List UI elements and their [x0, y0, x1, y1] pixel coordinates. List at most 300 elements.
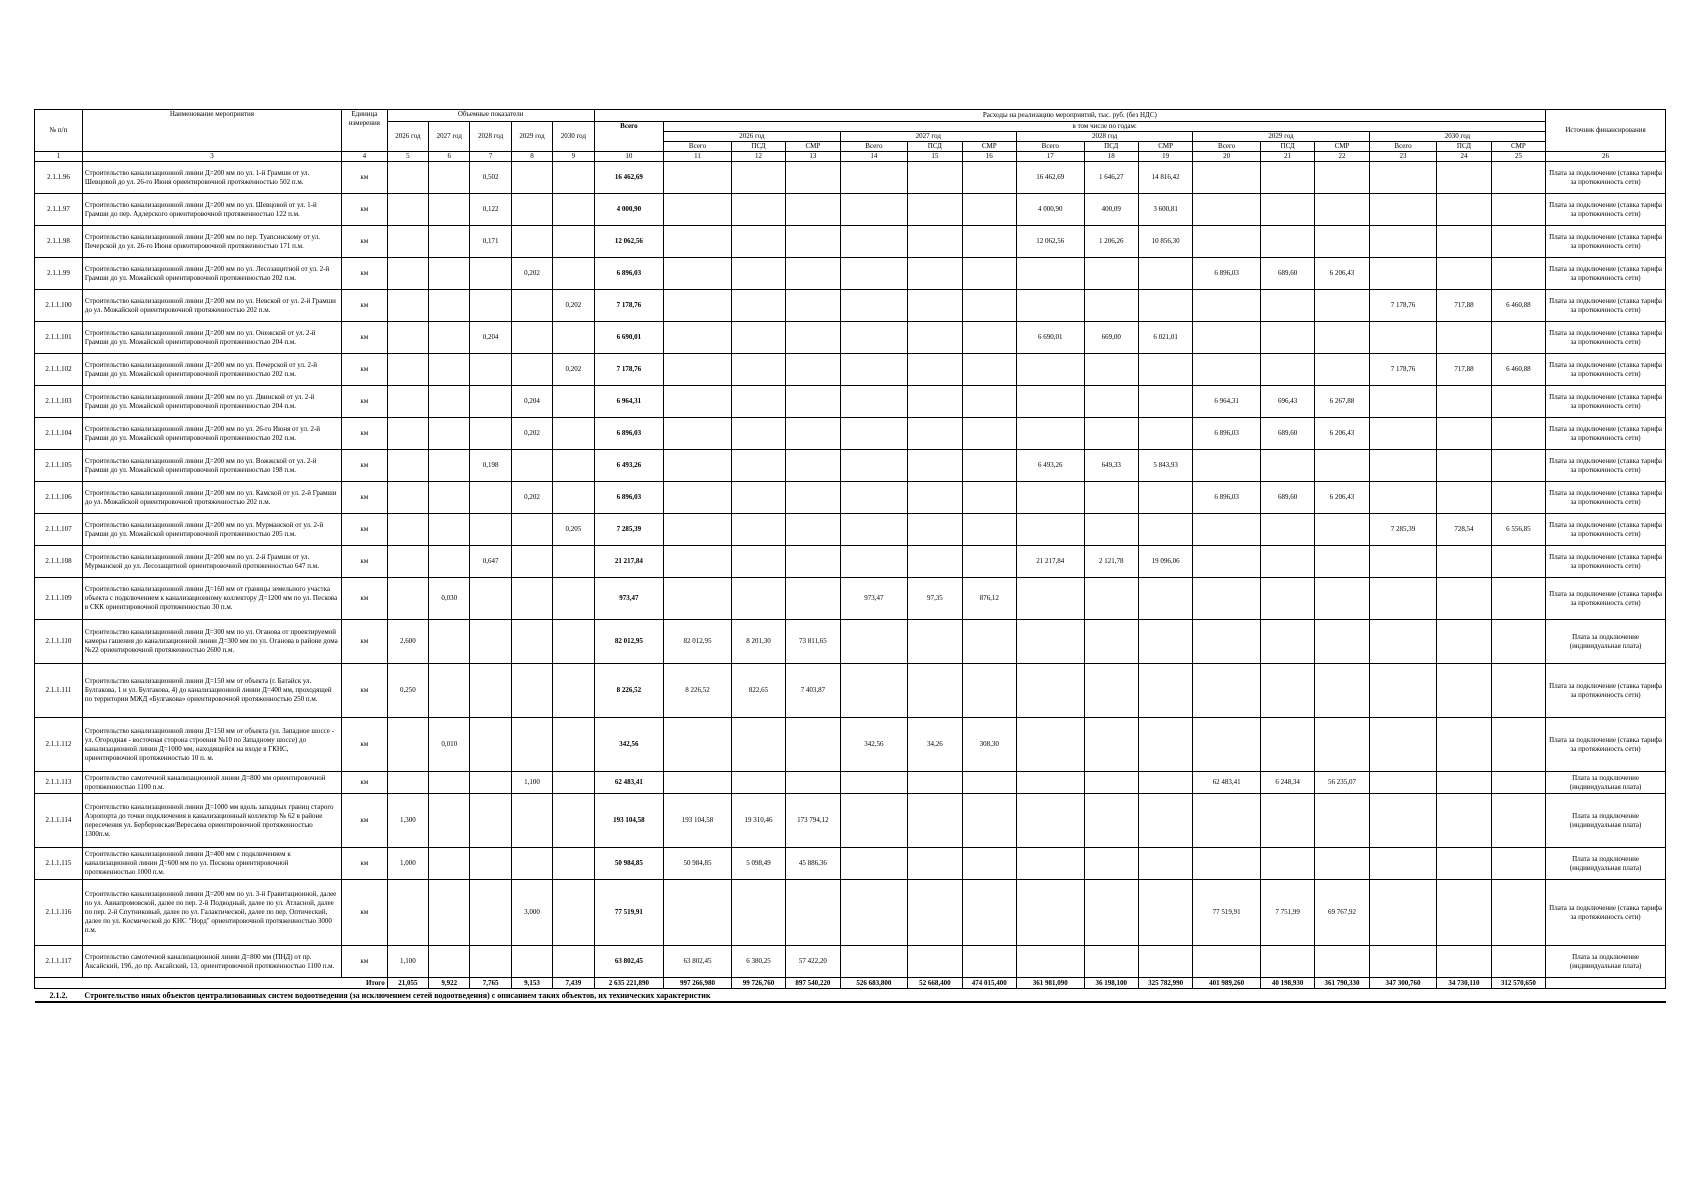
funding-source: Плата за подключение (ставка тарифа за протяженность сети): [1546, 418, 1666, 450]
volume-cell: [470, 718, 511, 772]
column-number: 15: [908, 152, 962, 162]
cost-cell: [1437, 258, 1491, 290]
volume-cell: 0,202: [511, 418, 552, 450]
cost-cell: 45 886,36: [786, 848, 840, 880]
cost-cell: [1017, 848, 1085, 880]
volume-cell: [429, 354, 470, 386]
volume-cell: [429, 880, 470, 946]
cost-cell: [1084, 620, 1138, 664]
cost-cell: [1084, 514, 1138, 546]
volume-cell: [387, 880, 428, 946]
cost-cell: [664, 772, 732, 794]
volume-cell: [511, 194, 552, 226]
volume-cell: [511, 546, 552, 578]
cost-cell: [840, 450, 908, 482]
cost-cell: [1369, 194, 1437, 226]
cost-cell: [1315, 664, 1369, 718]
total-cost: 6 690,01: [594, 322, 664, 354]
unit: км: [342, 226, 388, 258]
cost-cell: [1260, 322, 1314, 354]
cost-cell: 69 767,92: [1315, 880, 1369, 946]
cost-cell: [1084, 386, 1138, 418]
cost-cell: [1491, 386, 1545, 418]
measure-name: Строительство канализационной линии Д=200 мм по ул. Двинской от ул. 2-й Грамши до ул. Можайской ориентировочной протяженностью 204 п.м.: [82, 386, 341, 418]
cost-cell: [664, 354, 732, 386]
cost-cell: [1369, 450, 1437, 482]
funding-source: Плата за подключение (ставка тарифа за протяженность сети): [1546, 664, 1666, 718]
cost-cell: [1017, 482, 1085, 514]
cost-cell: [1437, 946, 1491, 978]
cost-cell: 62 483,41: [1193, 772, 1261, 794]
cost-cell: [786, 226, 840, 258]
cost-cell: [962, 162, 1016, 194]
cost-cell: 5 843,93: [1138, 450, 1192, 482]
cost-cell: [731, 482, 785, 514]
cost-cell: 19 310,46: [731, 794, 785, 848]
volume-cell: 1,000: [387, 848, 428, 880]
cost-cell: [1369, 482, 1437, 514]
column-number: 5: [387, 152, 428, 162]
column-number: 7: [470, 152, 511, 162]
volume-cell: 0,202: [511, 258, 552, 290]
volume-cell: [429, 194, 470, 226]
cost-cell: [962, 946, 1016, 978]
total-cost: 6 896,03: [594, 258, 664, 290]
cost-cell: 6 206,43: [1315, 258, 1369, 290]
total-source-empty: [1546, 978, 1666, 989]
cost-cell: [1315, 194, 1369, 226]
cost-cell: 82 012,95: [664, 620, 732, 664]
cost-cell: [1260, 450, 1314, 482]
volume-cell: [470, 772, 511, 794]
column-number: 22: [1315, 152, 1369, 162]
cost-cell: 8 226,52: [664, 664, 732, 718]
cost-cell: [664, 546, 732, 578]
cost-cell: [1315, 354, 1369, 386]
cost-cell: [908, 322, 962, 354]
table-row: [35, 620, 1666, 664]
table-row: [35, 482, 1666, 514]
volume-cell: [470, 848, 511, 880]
funding-source: Плата за подключение (индивидуальная плата): [1546, 848, 1666, 880]
cost-cell: [1369, 620, 1437, 664]
cost-cell: [664, 450, 732, 482]
total-volume-cell: 9,153: [511, 978, 552, 989]
total-cost-cell: 997 266,980: [664, 978, 732, 989]
row-number: 2.1.1.115: [35, 848, 83, 880]
cost-cell: 6 267,88: [1315, 386, 1369, 418]
cost-cell: [1437, 578, 1491, 620]
cost-cell: [664, 194, 732, 226]
cost-cell: [664, 482, 732, 514]
cost-cell: [962, 546, 1016, 578]
cost-cell: [840, 386, 908, 418]
funding-source: Плата за подключение (ставка тарифа за протяженность сети): [1546, 386, 1666, 418]
total-cost-cell: 347 300,760: [1369, 978, 1437, 989]
column-number: 20: [1193, 152, 1261, 162]
cost-cell: [731, 386, 785, 418]
header-source: Источник финансирования: [1546, 110, 1666, 152]
header-expenses: Расходы на реализацию мероприятий, тыс. руб. (без НДС): [594, 110, 1546, 122]
cost-cell: [1138, 482, 1192, 514]
header-sub-smr: СМР: [1315, 142, 1369, 152]
volume-cell: [553, 794, 594, 848]
cost-cell: [962, 450, 1016, 482]
cost-cell: 649,33: [1084, 450, 1138, 482]
volume-cell: [387, 450, 428, 482]
header-sub-smr: СМР: [1491, 142, 1545, 152]
cost-cell: [1491, 772, 1545, 794]
header-cost-year-2028: 2028 год: [1017, 132, 1193, 142]
total-cost: 6 896,03: [594, 418, 664, 450]
volume-cell: [387, 194, 428, 226]
cost-cell: [786, 258, 840, 290]
header-sub-smr: СМР: [962, 142, 1016, 152]
cost-cell: [908, 880, 962, 946]
cost-cell: 57 422,20: [786, 946, 840, 978]
cost-cell: 3 600,81: [1138, 194, 1192, 226]
total-cost-cell: 52 668,400: [908, 978, 962, 989]
funding-source: Плата за подключение (ставка тарифа за протяженность сети): [1546, 162, 1666, 194]
table-row: [35, 546, 1666, 578]
cost-cell: [840, 664, 908, 718]
column-number: 9: [553, 152, 594, 162]
unit: км: [342, 290, 388, 322]
cost-cell: [731, 226, 785, 258]
cost-cell: 7 178,76: [1369, 354, 1437, 386]
cost-cell: [1491, 418, 1545, 450]
header-sub-psd: ПСД: [1260, 142, 1314, 152]
cost-cell: [962, 880, 1016, 946]
cost-cell: [1084, 772, 1138, 794]
volume-cell: [429, 546, 470, 578]
column-number: 1: [35, 152, 83, 162]
cost-cell: 173 794,12: [786, 794, 840, 848]
measure-name: Строительство канализационной линии Д=160 мм от границы земельного участка объекта с подключением к канализационному коллектору Д=1200 мм по ул. Пескова в СКК ориентировочной протяженностью 30 п.м.: [82, 578, 341, 620]
cost-cell: 876,12: [962, 578, 1016, 620]
cost-cell: [664, 578, 732, 620]
cost-cell: 34,26: [908, 718, 962, 772]
cost-cell: [1315, 794, 1369, 848]
cost-cell: [1260, 620, 1314, 664]
volume-cell: [387, 482, 428, 514]
measure-name: Строительство канализационной линии Д=200 мм по ул. Невской от ул. 2-й Грамши до ул. Можайской ориентировочной протяженностью 202 п.м.: [82, 290, 341, 322]
cost-cell: [1315, 946, 1369, 978]
volume-cell: 1,100: [387, 946, 428, 978]
total-volume-cell: 9,922: [429, 978, 470, 989]
cost-cell: [840, 848, 908, 880]
row-number: 2.1.1.100: [35, 290, 83, 322]
total-cost-cell: 401 989,260: [1193, 978, 1261, 989]
cost-cell: [1017, 880, 1085, 946]
cost-cell: [840, 290, 908, 322]
cost-cell: [1084, 258, 1138, 290]
cost-cell: [1315, 620, 1369, 664]
cost-cell: [1138, 578, 1192, 620]
header-sub-psd: ПСД: [1084, 142, 1138, 152]
total-volume-cell: 7,439: [553, 978, 594, 989]
cost-cell: [1084, 482, 1138, 514]
cost-cell: [1491, 664, 1545, 718]
cost-cell: [1084, 794, 1138, 848]
cost-cell: [908, 664, 962, 718]
cost-cell: 97,35: [908, 578, 962, 620]
measure-name: Строительство канализационной линии Д=200 мм по ул. Шевцовой от ул. 1-й Грамши до пер. Адлерского ориентировочной протяженностью 122 п.м.: [82, 194, 341, 226]
volume-cell: [553, 418, 594, 450]
total-cost-cell: 325 782,990: [1138, 978, 1192, 989]
cost-cell: [1491, 194, 1545, 226]
row-number: 2.1.1.107: [35, 514, 83, 546]
cost-cell: [1491, 620, 1545, 664]
volume-cell: [553, 482, 594, 514]
funding-source: Плата за подключение (ставка тарифа за протяженность сети): [1546, 880, 1666, 946]
row-number: 2.1.1.106: [35, 482, 83, 514]
cost-cell: [1491, 794, 1545, 848]
header-sub-total: Всего: [840, 142, 908, 152]
header-sub-total: Всего: [1193, 142, 1261, 152]
volume-cell: [387, 162, 428, 194]
volume-cell: [429, 386, 470, 418]
cost-cell: [731, 418, 785, 450]
cost-cell: [908, 514, 962, 546]
cost-cell: [1138, 290, 1192, 322]
cost-cell: [1193, 578, 1261, 620]
cost-cell: [840, 258, 908, 290]
cost-cell: [840, 194, 908, 226]
cost-cell: [1491, 258, 1545, 290]
cost-cell: [908, 418, 962, 450]
column-number: 25: [1491, 152, 1545, 162]
column-number: 10: [594, 152, 664, 162]
total-cost-cell: 897 540,220: [786, 978, 840, 989]
cost-cell: [1138, 514, 1192, 546]
volume-cell: [429, 946, 470, 978]
volume-cell: [387, 772, 428, 794]
table-row: [35, 194, 1666, 226]
row-number: 2.1.1.103: [35, 386, 83, 418]
cost-cell: 6 896,03: [1193, 258, 1261, 290]
total-cost: 6 964,31: [594, 386, 664, 418]
total-cost-cell: 361 790,330: [1315, 978, 1369, 989]
row-number: 2.1.1.105: [35, 450, 83, 482]
section-title: Строительство иных объектов централизованных систем водоотведения (за исключением сетей водоотведения) с описанием таких объектов, их технических характеристик: [82, 989, 1665, 1003]
cost-cell: [1193, 664, 1261, 718]
total-cost-cell: 312 570,650: [1491, 978, 1545, 989]
cost-cell: [731, 514, 785, 546]
cost-cell: 2 121,78: [1084, 546, 1138, 578]
cost-cell: 689,60: [1260, 418, 1314, 450]
measure-name: Строительство канализационной линии Д=200 мм по пер. Туапсинскому от ул. Печерской до ул. 26-го Июня ориентировочной протяженностью 171 п.м.: [82, 226, 341, 258]
cost-cell: [962, 418, 1016, 450]
cost-cell: [962, 848, 1016, 880]
volume-cell: 0,204: [470, 322, 511, 354]
volume-cell: [429, 794, 470, 848]
cost-cell: 56 235,07: [1315, 772, 1369, 794]
cost-cell: [1260, 546, 1314, 578]
unit: км: [342, 718, 388, 772]
header-sub-smr: СМР: [786, 142, 840, 152]
cost-cell: [1260, 514, 1314, 546]
cost-cell: 6 460,88: [1491, 290, 1545, 322]
volume-cell: [429, 418, 470, 450]
volume-cell: [470, 946, 511, 978]
measure-name: Строительство канализационной линии Д=400 мм с подключением к канализационной линии Д=600 мм по ул. Пескова ориентировочной протяженностью 1000 п.м.: [82, 848, 341, 880]
column-number: 24: [1437, 152, 1491, 162]
cost-cell: [1369, 946, 1437, 978]
row-number: 2.1.1.98: [35, 226, 83, 258]
volume-cell: 0,205: [553, 514, 594, 546]
cost-cell: [1491, 226, 1545, 258]
cost-cell: [786, 290, 840, 322]
measure-name: Строительство канализационной линии Д=200 мм по ул. Вожжской от ул. 2-й Грамши до ул. Можайской ориентировочной протяженностью 198 п.м.: [82, 450, 341, 482]
cost-cell: [1260, 946, 1314, 978]
cost-cell: [1315, 290, 1369, 322]
cost-cell: [1138, 946, 1192, 978]
cost-cell: [731, 880, 785, 946]
total-cost: 63 802,45: [594, 946, 664, 978]
unit: км: [342, 772, 388, 794]
cost-cell: [1017, 664, 1085, 718]
unit: км: [342, 946, 388, 978]
table-row: [35, 418, 1666, 450]
cost-cell: [731, 450, 785, 482]
cost-cell: [786, 386, 840, 418]
total-cost-cell: 361 981,090: [1017, 978, 1085, 989]
volume-cell: [553, 946, 594, 978]
cost-cell: 1 206,26: [1084, 226, 1138, 258]
column-number: 3: [82, 152, 341, 162]
volume-cell: [553, 546, 594, 578]
cost-cell: [1138, 258, 1192, 290]
cost-cell: [1017, 514, 1085, 546]
cost-cell: [962, 194, 1016, 226]
total-cost: 82 012,95: [594, 620, 664, 664]
volume-cell: [511, 794, 552, 848]
table-row: [35, 794, 1666, 848]
cost-cell: [1193, 194, 1261, 226]
column-number: 14: [840, 152, 908, 162]
cost-cell: [1084, 848, 1138, 880]
cost-cell: [1437, 162, 1491, 194]
cost-cell: [1315, 322, 1369, 354]
cost-cell: 400,09: [1084, 194, 1138, 226]
funding-source: Плата за подключение (индивидуальная плата): [1546, 620, 1666, 664]
funding-source: Плата за подключение (индивидуальная плата): [1546, 946, 1666, 978]
cost-cell: [1017, 290, 1085, 322]
volume-cell: [429, 450, 470, 482]
cost-cell: 7 751,99: [1260, 880, 1314, 946]
cost-cell: [1315, 450, 1369, 482]
total-volume-cell: 7,765: [470, 978, 511, 989]
total-cost: 4 000,90: [594, 194, 664, 226]
cost-cell: [1491, 848, 1545, 880]
volume-cell: [387, 514, 428, 546]
cost-cell: [1193, 162, 1261, 194]
cost-cell: [1084, 418, 1138, 450]
document-sheet: [34, 109, 1666, 1003]
cost-cell: [1315, 546, 1369, 578]
volume-cell: [429, 162, 470, 194]
row-number: 2.1.1.111: [35, 664, 83, 718]
volume-cell: [511, 162, 552, 194]
cost-cell: 12 062,56: [1017, 226, 1085, 258]
cost-cell: 6 021,01: [1138, 322, 1192, 354]
cost-cell: [1491, 322, 1545, 354]
cost-cell: 973,47: [840, 578, 908, 620]
cost-cell: 63 802,45: [664, 946, 732, 978]
unit: км: [342, 386, 388, 418]
cost-cell: 4 000,90: [1017, 194, 1085, 226]
measure-name: Строительство канализационной линии Д=200 мм по ул. Камской от ул. 2-й Грамши до ул. Можайской ориентировочной протяженностью 202 п.м.: [82, 482, 341, 514]
header-year-2026: 2026 год: [387, 122, 428, 152]
cost-cell: [908, 620, 962, 664]
volume-cell: 0,250: [387, 664, 428, 718]
volume-cell: [429, 514, 470, 546]
cost-cell: 6 556,85: [1491, 514, 1545, 546]
cost-cell: [1491, 718, 1545, 772]
header-cost-year-2026: 2026 год: [664, 132, 840, 142]
cost-cell: [1260, 354, 1314, 386]
volume-cell: [429, 258, 470, 290]
cost-cell: [1084, 578, 1138, 620]
row-number: 2.1.1.96: [35, 162, 83, 194]
volume-cell: [553, 848, 594, 880]
volume-cell: [553, 664, 594, 718]
cost-cell: [1260, 718, 1314, 772]
column-number: 21: [1260, 152, 1314, 162]
cost-cell: [786, 418, 840, 450]
row-number: 2.1.1.113: [35, 772, 83, 794]
cost-cell: [962, 354, 1016, 386]
volume-cell: [470, 290, 511, 322]
header-sub-total: Всего: [1369, 142, 1437, 152]
volume-cell: 1,300: [387, 794, 428, 848]
volume-cell: 0,122: [470, 194, 511, 226]
volume-cell: [470, 386, 511, 418]
cost-cell: 21 217,84: [1017, 546, 1085, 578]
cost-cell: [786, 546, 840, 578]
unit: км: [342, 482, 388, 514]
volume-cell: [511, 946, 552, 978]
column-number: 26: [1546, 152, 1666, 162]
cost-cell: [1017, 418, 1085, 450]
cost-cell: [908, 162, 962, 194]
volume-cell: [429, 322, 470, 354]
volume-cell: [470, 482, 511, 514]
cost-cell: [840, 514, 908, 546]
cost-cell: [1193, 620, 1261, 664]
cost-cell: [1138, 386, 1192, 418]
cost-cell: 689,60: [1260, 258, 1314, 290]
volume-cell: [553, 772, 594, 794]
cost-cell: 5 098,49: [731, 848, 785, 880]
total-cost-cell: 40 198,930: [1260, 978, 1314, 989]
cost-cell: [664, 418, 732, 450]
cost-cell: [1491, 162, 1545, 194]
row-number: 2.1.1.109: [35, 578, 83, 620]
cost-cell: [1084, 946, 1138, 978]
cost-cell: 6 206,43: [1315, 482, 1369, 514]
cost-cell: [1084, 290, 1138, 322]
cost-cell: [962, 620, 1016, 664]
cost-cell: 308,30: [962, 718, 1016, 772]
cost-cell: 6 493,26: [1017, 450, 1085, 482]
volume-cell: [553, 578, 594, 620]
total-cost-cell: 36 198,100: [1084, 978, 1138, 989]
total-cost: 342,56: [594, 718, 664, 772]
measure-name: Строительство канализационной линии Д=150 мм от объекта (г. Батайск ул. Булгакова, 1 и ул. Булгакова, 4) до канализационной линии Д=400 мм, проходящей по территории МЖД «Булгакова» ориентировочной протяженностью 250 п.м.: [82, 664, 341, 718]
unit: км: [342, 794, 388, 848]
